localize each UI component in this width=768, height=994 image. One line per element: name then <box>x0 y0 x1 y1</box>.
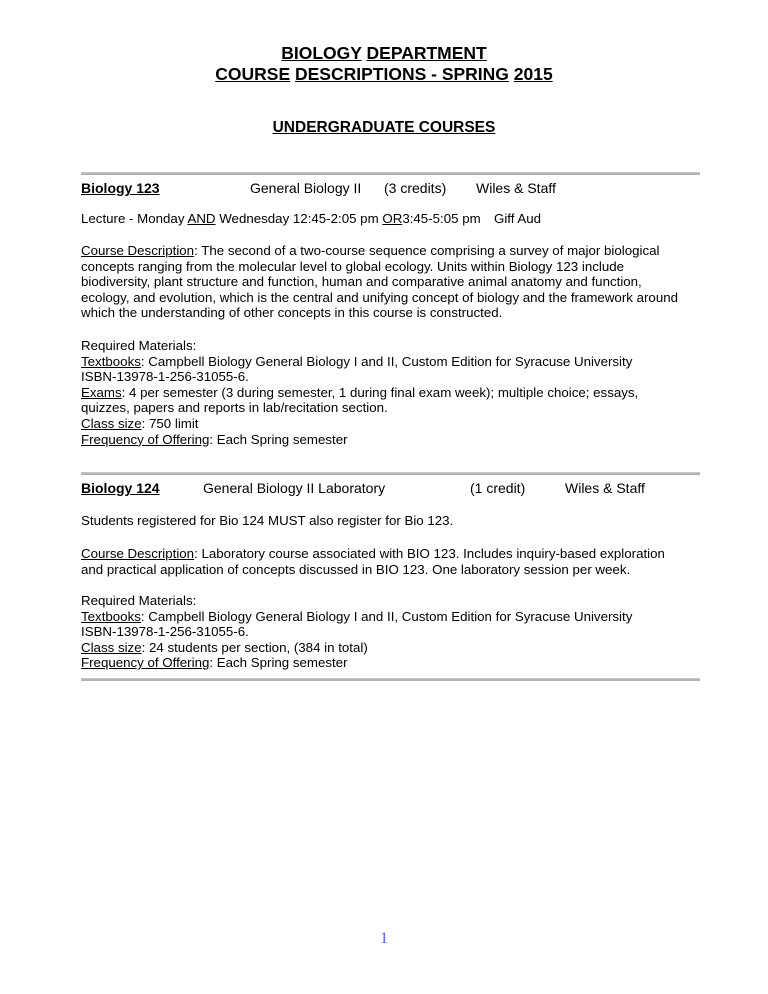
class-size-line: Class size: 750 limit <box>81 415 199 431</box>
course-description <box>81 546 706 577</box>
class-size-label: Class size <box>81 415 142 431</box>
frequency-label: Frequency of Offering <box>81 431 210 447</box>
registration-note: Students registered for Bio 124 MUST also register for Bio 123. <box>81 513 454 528</box>
title-word-year: 2015 <box>513 64 553 84</box>
lecture-middle: Wednesday 12:45-2:05 pm <box>219 211 379 226</box>
lecture-location: Giff Aud <box>494 211 542 226</box>
course-title: General Biology II Laboratory <box>203 480 386 496</box>
exams-label: Exams <box>81 384 122 400</box>
title-word-biology: BIOLOGY <box>281 43 362 63</box>
required-materials <box>81 593 706 671</box>
title-word-course: COURSE <box>215 64 291 84</box>
exams-line: Exams: 4 per semester (3 during semester, 1 during final exam week); multiple choice; essays, <box>81 384 639 400</box>
divider-top-bio124 <box>81 472 700 475</box>
course-credits: (1 credit) <box>470 480 526 496</box>
divider-bottom <box>81 678 700 681</box>
description-line: which the understanding of other concepts in this course is constructed. <box>81 305 503 321</box>
description-line: ecology, and evolution, which is the central and unifying concept of biology and the framework around <box>81 289 679 305</box>
lecture-or: OR <box>382 211 403 226</box>
required-materials-label: Required Materials: <box>81 593 197 608</box>
course-instructor: Wiles & Staff <box>476 180 556 196</box>
description-line: concepts ranging from the molecular level to global ecology. Units within Biology 123 include <box>81 258 625 274</box>
lecture-and: AND <box>187 211 216 226</box>
textbooks-line: Textbooks: Campbell Biology General Biology I and II, Custom Edition for Syracuse University <box>81 353 633 369</box>
description-label: Course Description <box>81 243 195 258</box>
required-materials <box>81 338 706 447</box>
lecture-prefix: Lecture - Monday <box>81 211 185 226</box>
frequency-line: Frequency of Offering: Each Spring semester <box>81 431 348 447</box>
course-description <box>81 243 706 321</box>
class-size-label: Class size <box>81 639 142 655</box>
isbn: ISBN-13978-1-256-31055-6. <box>81 624 249 640</box>
textbooks-label: Textbooks <box>81 353 141 369</box>
title-line-2 <box>0 64 768 85</box>
textbooks-line: Textbooks: Campbell Biology General Biology I and II, Custom Edition for Syracuse University <box>81 608 633 624</box>
divider-top-bio123 <box>81 172 700 175</box>
frequency-line: Frequency of Offering: Each Spring semester <box>81 655 348 671</box>
lecture-schedule <box>81 211 481 227</box>
description-label: Course Description <box>81 546 195 561</box>
description-line: biodiversity, plant structure and function, human and comparative animal anatomy and function, <box>81 274 642 290</box>
course-title: General Biology II <box>250 180 362 196</box>
course-code: Biology 123 <box>81 180 160 196</box>
lecture-suffix: 3:45-5:05 pm <box>402 211 481 226</box>
document-title <box>0 43 768 85</box>
description-line: Course Description: The second of a two-course sequence comprising a survey of major biological <box>81 243 660 258</box>
frequency-label: Frequency of Offering <box>81 655 210 671</box>
section-title: UNDERGRADUATE COURSES <box>272 119 496 136</box>
course-credits: (3 credits) <box>384 180 447 196</box>
page-number: 1 <box>380 930 388 947</box>
title-line-1 <box>0 43 768 64</box>
exams-line-2: quizzes, papers and reports in lab/recitation section. <box>81 400 388 416</box>
title-word-descriptions: DESCRIPTIONS - SPRING <box>295 64 509 84</box>
isbn: ISBN-13978-1-256-31055-6. <box>81 369 249 385</box>
textbooks-label: Textbooks <box>81 608 141 624</box>
description-line: and practical application of concepts discussed in BIO 123. One laboratory session per week. <box>81 561 631 577</box>
course-instructor: Wiles & Staff <box>565 480 645 496</box>
class-size-line: Class size: 24 students per section, (384 in total) <box>81 639 368 655</box>
description-line: Course Description: Laboratory course associated with BIO 123. Includes inquiry-based exploration <box>81 546 665 561</box>
required-materials-label: Required Materials: <box>81 338 197 353</box>
title-word-department: DEPARTMENT <box>366 43 487 63</box>
course-code: Biology 124 <box>81 480 160 496</box>
